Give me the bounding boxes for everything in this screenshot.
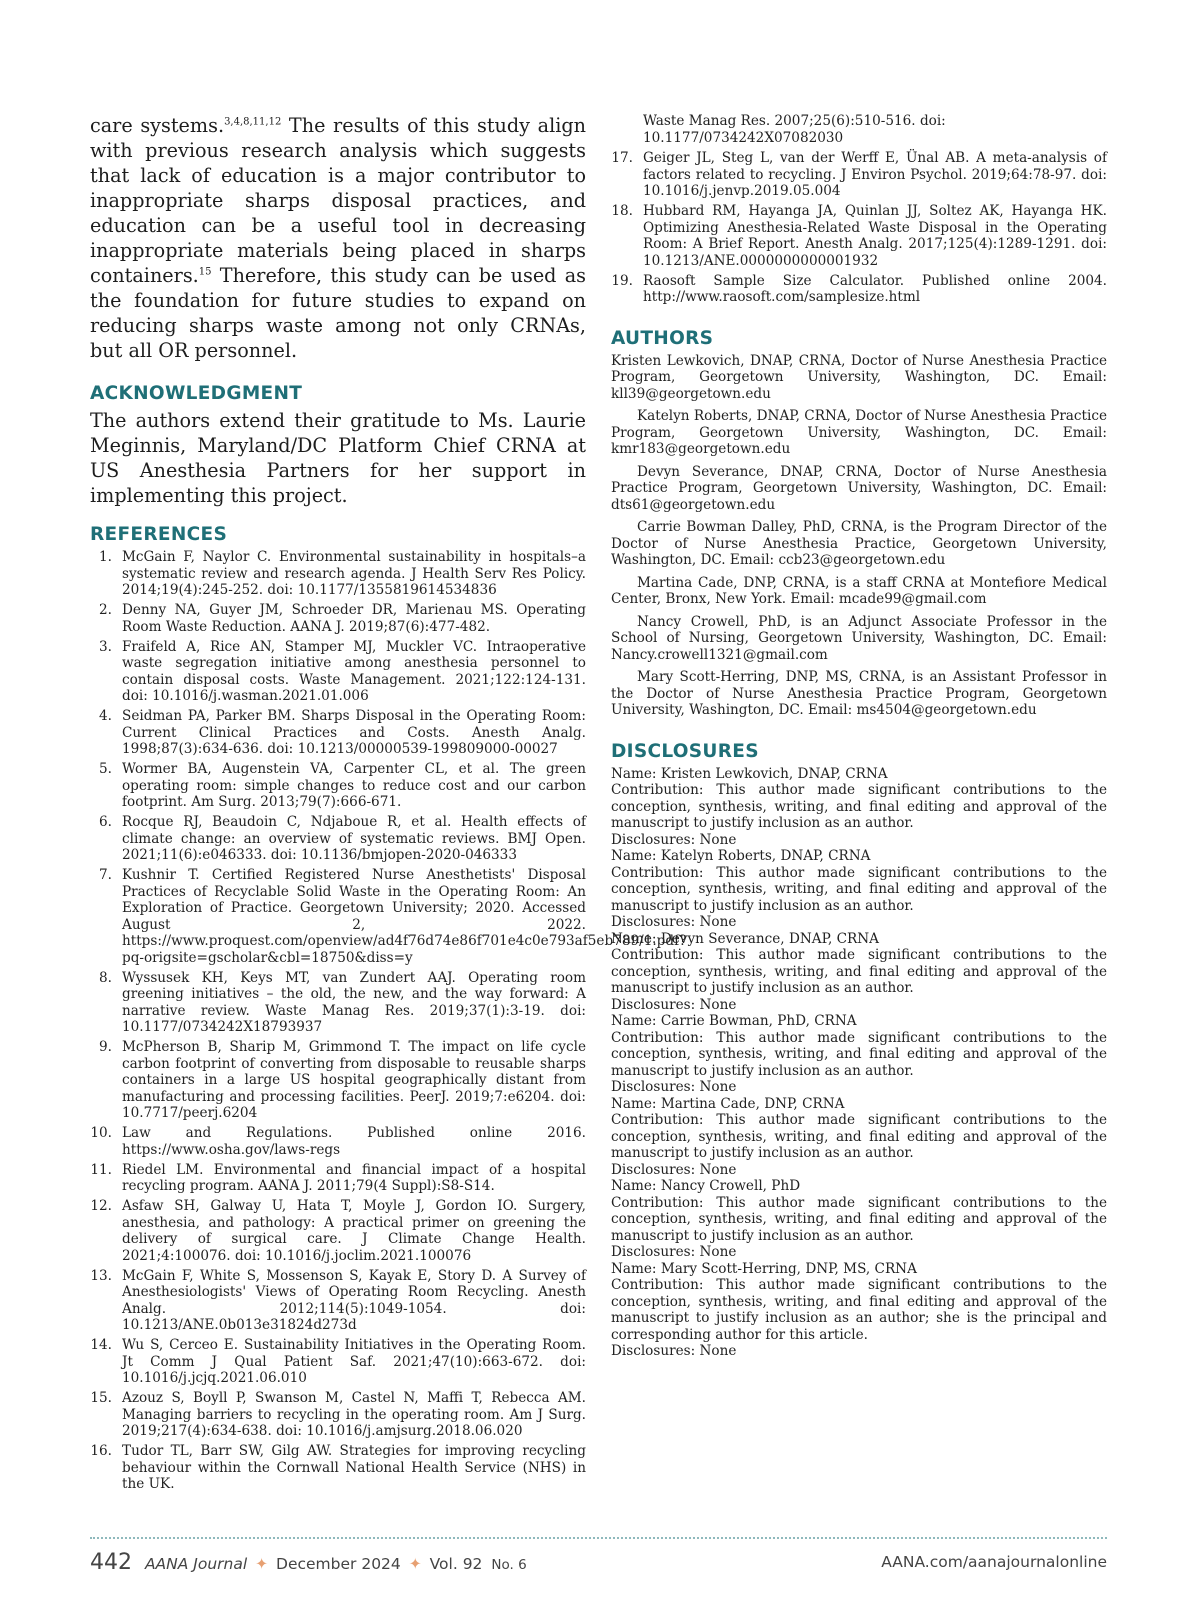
- reference-number: 11.: [90, 1161, 112, 1178]
- reference-text: Azouz S, Boyll P, Swanson M, Castel N, Maffi T, Rebecca AM. Managing barriers to recycling in the operating room. Am J Surg. 2019;217(4):634-638. doi: 10.1016/j.amjsurg.2018.06.020: [122, 1390, 586, 1439]
- reference-item: [611, 203, 1107, 269]
- reference-text: Geiger JL, Steg L, van der Werff E, Ünal AB. A meta-analysis of factors related to recycling. J Environ Psychol. 2019;64:78-97. doi: 10.1016/j.jenvp.2019.05.004: [643, 150, 1107, 199]
- reference-text: McGain F, White S, Mossenson S, Kayak E, Story D. A Survey of Anesthesiologists' Views of Operating Room Recycling. Anesth Analg. 2012;114(5):1049-1054. doi: 10.1213/ANE.0b013e31824d273d: [122, 1267, 586, 1333]
- disclosure-disclosure: Disclosures: None: [611, 1079, 737, 1095]
- reference-item: [90, 1443, 586, 1493]
- reference-number: 12.: [90, 1198, 112, 1214]
- disclosure-contribution: Contribution: This author made significant contributions to the conception, synthesis, writing, and final editing and approval of the manuscript to justify inclusion as an author.: [611, 1029, 1107, 1079]
- reference-text: Wyssusek KH, Keys MT, van Zundert AAJ. Operating room greening initiatives – the old, the new, and the way forward: A narrative review. Waste Manag Res. 2019;37(1):3-19. doi: 10.1177/0734242X18793937: [122, 969, 586, 1035]
- reference-number: 2.: [99, 602, 112, 618]
- reference-number: 3.: [99, 638, 112, 655]
- disclosure-disclosure: Disclosures: None: [611, 1161, 737, 1178]
- reference-text: Tudor TL, Barr SW, Gilg AW. Strategies for improving recycling behaviour within the Cornwall National Health Service (NHS) in the UK.: [122, 1443, 586, 1492]
- reference-number: 5.: [99, 761, 112, 777]
- author-bio: Martina Cade, DNP, CRNA, is a staff CRNA at Montefiore Medical Center, Bronx, New York. Email: mcade99@gmail.com: [611, 574, 1107, 607]
- reference-item: [611, 150, 1107, 200]
- right-column: [611, 113, 1107, 1360]
- reference-item: [90, 639, 586, 705]
- reference-number: 8.: [99, 969, 112, 986]
- citation-superscript: 3,4,8,11,12: [224, 116, 282, 128]
- reference-item: [90, 814, 586, 864]
- journal-name: AANA Journal: [144, 1555, 248, 1573]
- reference-item: [90, 1039, 586, 1122]
- footer-divider: [90, 1537, 1107, 1539]
- reference-text: Raosoft Sample Size Calculator. Published online 2004. http://www.raosoft.com/samplesize.html: [643, 272, 1107, 305]
- acknowledgment-heading: ACKNOWLEDGMENT: [90, 383, 303, 404]
- reference-item: [90, 761, 586, 811]
- separator-icon: ✦: [408, 1555, 422, 1573]
- reference-item: [90, 1337, 586, 1387]
- reference-text: Seidman PA, Parker BM. Sharps Disposal in the Operating Room: Current Clinical Practices and Costs. Anesth Analg. 1998;87(3):634-636. doi: 10.1213/00000539-199809000-00027: [122, 708, 586, 757]
- reference-text: Law and Regulations. Published online 2016. https://www.osha.gov/laws-regs: [122, 1125, 586, 1158]
- intro-paragraph: care systems.$^{3,4,8,11,12}$ The results of this study align with previous research analysis which suggests that lack of education is a major contributor to inappropriate sharps disposal practices, and education can be a useful tool in decreasing inappropriate materials being placed in sharps containers.$^{15}$ Therefore, this study can be used as the foundation for future studies to expand on reducing sharps waste among not only CRNAs, but all OR personnel.: [90, 114, 586, 362]
- reference-text: McGain F, Naylor C. Environmental sustainability in hospitals–a systematic review and research agenda. J Health Serv Res Policy. 2014;19(4):245-252. doi: 10.1177/1355819614534836: [122, 549, 586, 598]
- reference-text: Hubbard RM, Hayanga JA, Quinlan JJ, Soltez AK, Hayanga HK. Optimizing Anesthesia-Related Waste Disposal in the Operating Room: A Brief Report. Anesth Analg. 2017;125(4):1289-1291. doi: 10.1213/ANE.0000000000001932: [643, 203, 1107, 269]
- disclosure-contribution: Contribution: This author made significant contributions to the conception, synthesis, writing, and final editing and approval of the manuscript to justify inclusion as an author.: [611, 1112, 1107, 1161]
- disclosure-disclosure: Disclosures: None: [611, 1244, 737, 1260]
- author-bio: Carrie Bowman Dalley, PhD, CRNA, is the Program Director of the Doctor of Nurse Anesthesia Practice, Georgetown University, Washington, DC. Email: ccb23@georgetown.edu: [611, 519, 1107, 568]
- page-number: 442: [90, 1550, 132, 1575]
- author-bio: Katelyn Roberts, DNAP, CRNA, Doctor of Nurse Anesthesia Practice Program, Georgetown University, Washington, DC. Email: kmr183@georgetown.edu: [611, 408, 1107, 457]
- reference-number: 6.: [99, 814, 112, 830]
- disclosure-name: Name: Nancy Crowell, PhD: [611, 1178, 801, 1194]
- authors-list: [611, 353, 1107, 719]
- disclosure-name: Name: Mary Scott-Herring, DNP, MS, CRNA: [611, 1260, 917, 1277]
- reference-item: [90, 1198, 586, 1264]
- disclosure-contribution: Contribution: This author made significant contributions to the conception, synthesis, writing, and final editing and approval of the manuscript to justify inclusion as an author.: [611, 864, 1107, 914]
- reference-number: 7.: [99, 867, 112, 883]
- author-bio: Devyn Severance, DNAP, CRNA, Doctor of Nurse Anesthesia Practice Program, Georgetown University, Washington, DC. Email: dts61@georgetown.edu: [611, 463, 1107, 513]
- issue-number: No. 6: [491, 1557, 527, 1573]
- separator-icon: ✦: [255, 1555, 269, 1573]
- reference-number: 16.: [90, 1443, 112, 1459]
- reference-item: [90, 970, 586, 1036]
- reference-text: Wormer BA, Augenstein VA, Carpenter CL, et al. The green operating room: simple changes to reduce cost and our carbon footprint. Am Surg. 2013;79(7):666-671.: [122, 761, 586, 810]
- disclosures-list: [611, 766, 1107, 1360]
- disclosure-name: Name: Devyn Severance, DNAP, CRNA: [611, 930, 879, 947]
- reference-text: Fraifeld A, Rice AN, Stamper MJ, Muckler VC. Intraoperative waste segregation initiative among anesthesia personnel to contain disposal costs. Waste Management. 2021;122:124-131. doi: 10.1016/j.wasman.2021.01.006: [122, 638, 586, 704]
- reference-item: [90, 1125, 586, 1158]
- reference-number: 19.: [611, 272, 633, 289]
- reference-number: 9.: [99, 1039, 112, 1055]
- disclosure-name: Name: Carrie Bowman, PhD, CRNA: [611, 1013, 857, 1029]
- disclosure-contribution: Contribution: This author made significant contributions to the conception, synthesis, writing, and final editing and approval of the manuscript to justify inclusion as an author.: [611, 947, 1107, 996]
- author-bio: Nancy Crowell, PhD, is an Adjunct Associate Professor in the School of Nursing, Georgetown University, Washington, DC. Email: Nancy.crowell1321@gmail.com: [611, 613, 1107, 663]
- citation-superscript: 15: [198, 266, 212, 278]
- reference-number: 14.: [90, 1337, 112, 1353]
- reference-number: 1.: [99, 549, 112, 565]
- reference-text: Wu S, Cerceo E. Sustainability Initiatives in the Operating Room. Jt Comm J Qual Patient Saf. 2021;47(10):663-672. doi: 10.1016/j.jcjq.2021.06.010: [122, 1337, 586, 1386]
- reference-text: McPherson B, Sharip M, Grimmond T. The impact on life cycle carbon footprint of converting from disposable to reusable sharps containers in a large US hospital geographically distant from manufacturing and processing facilities. PeerJ. 2019;7:e6204. doi: 10.7717/peerj.6204: [122, 1039, 586, 1121]
- reference-text: Rocque RJ, Beaudoin C, Ndjaboue R, et al. Health effects of climate change: an overview of systematic reviews. BMJ Open. 2021;11(6):e046333. doi: 10.1136/bmjopen-2020-046333: [122, 814, 586, 863]
- reference-item: [611, 273, 1107, 306]
- reference-text: Kushnir T. Certified Registered Nurse Anesthetists' Disposal Practices of Recyclable Solid Waste in the Operating Room: An Exploration of Practice. Georgetown University; 2020. Accessed August 2, 2022. https://www.proquest.com/openview/ad4f76d74e86f701e4c0e793af5eb789/1.pdf?pq-origsite=gscholar&cbl=18750&diss=y: [122, 867, 687, 966]
- authors-heading: AUTHORS: [611, 327, 714, 349]
- disclosure-contribution: Contribution: This author made significant contributions to the conception, synthesis, writing, and final editing and approval of the manuscript to justify inclusion as an author.: [611, 782, 1107, 831]
- disclosure-name: Name: Kristen Lewkovich, DNAP, CRNA: [611, 765, 888, 782]
- reference-text: Asfaw SH, Galway U, Hata T, Moyle J, Gordon IO. Surgery, anesthesia, and pathology: A practical primer on greening the delivery of surgical care. J Climate Change Health. 2021;4:100076. doi: 10.1016/j.joclim.2021.100076: [122, 1198, 586, 1264]
- disclosure-disclosure: Disclosures: None: [611, 914, 737, 930]
- reference-number: 13.: [90, 1267, 112, 1284]
- reference-number: 4.: [99, 708, 112, 724]
- reference-item: [90, 549, 586, 599]
- disclosure-disclosure: Disclosures: None: [611, 1343, 737, 1359]
- journal-website-link[interactable]: AANA.com/aanajournalonline: [881, 1553, 1107, 1571]
- author-bio: Mary Scott-Herring, DNP, MS, CRNA, is an Assistant Professor in the Doctor of Nurse Anesthesia Practice Program, Georgetown University, Washington, DC. Email: ms4504@georgetown.edu: [611, 669, 1107, 718]
- reference-text: Denny NA, Guyer JM, Schroeder DR, Marienau MS. Operating Room Waste Reduction. AANA J. 2019;87(6):477-482.: [122, 602, 586, 635]
- reference-item: [90, 1162, 586, 1195]
- reference-text: Riedel LM. Environmental and financial impact of a hospital recycling program. AANA J. 2011;79(4 Suppl):S8-S14.: [122, 1161, 586, 1194]
- reference-number: 18.: [611, 203, 633, 219]
- issue-date: December 2024: [276, 1555, 401, 1573]
- disclosure-contribution: Contribution: This author made significant contributions to the conception, synthesis, writing, and final editing and approval of the manuscript to justify inclusion as an author.: [611, 1194, 1107, 1244]
- disclosure-contribution: Contribution: This author made significant contributions to the conception, synthesis, writing, and final editing and approval of the manuscript to justify inclusion as an author; she is the principal and corresponding author for this article.: [611, 1277, 1107, 1343]
- disclosure-name: Name: Katelyn Roberts, DNAP, CRNA: [611, 848, 871, 864]
- reference-number: 15.: [90, 1390, 112, 1406]
- reference-item: [90, 1268, 586, 1334]
- disclosure-name: Name: Martina Cade, DNP, CRNA: [611, 1095, 845, 1112]
- reference-item: [90, 602, 586, 635]
- references-list-continued: [611, 150, 1107, 306]
- reference-item: [90, 1390, 586, 1440]
- reference-item: [90, 708, 586, 758]
- volume: Vol. 92: [429, 1555, 483, 1573]
- references-heading: REFERENCES: [90, 524, 228, 545]
- acknowledgment-text: The authors extend their gratitude to Ms. Laurie Meginnis, Maryland/DC Platform Chief CRNA at US Anesthesia Partners for her support in implementing this project.: [90, 409, 586, 507]
- reference-continuation: Waste Manag Res. 2007;25(6):510-516. doi: 10.1177/0734242X07082030: [643, 113, 946, 146]
- reference-number: 10.: [90, 1125, 112, 1141]
- disclosure-disclosure: Disclosures: None: [611, 996, 737, 1013]
- disclosure-disclosure: Disclosures: None: [611, 831, 737, 848]
- footer-citation: [90, 1550, 527, 1575]
- reference-number: 17.: [611, 150, 633, 166]
- disclosures-heading: DISCLOSURES: [611, 740, 759, 762]
- author-bio: Kristen Lewkovich, DNAP, CRNA, Doctor of Nurse Anesthesia Practice Program, Georgetown University, Washington, DC. Email: kll39@georgetown.edu: [611, 352, 1107, 402]
